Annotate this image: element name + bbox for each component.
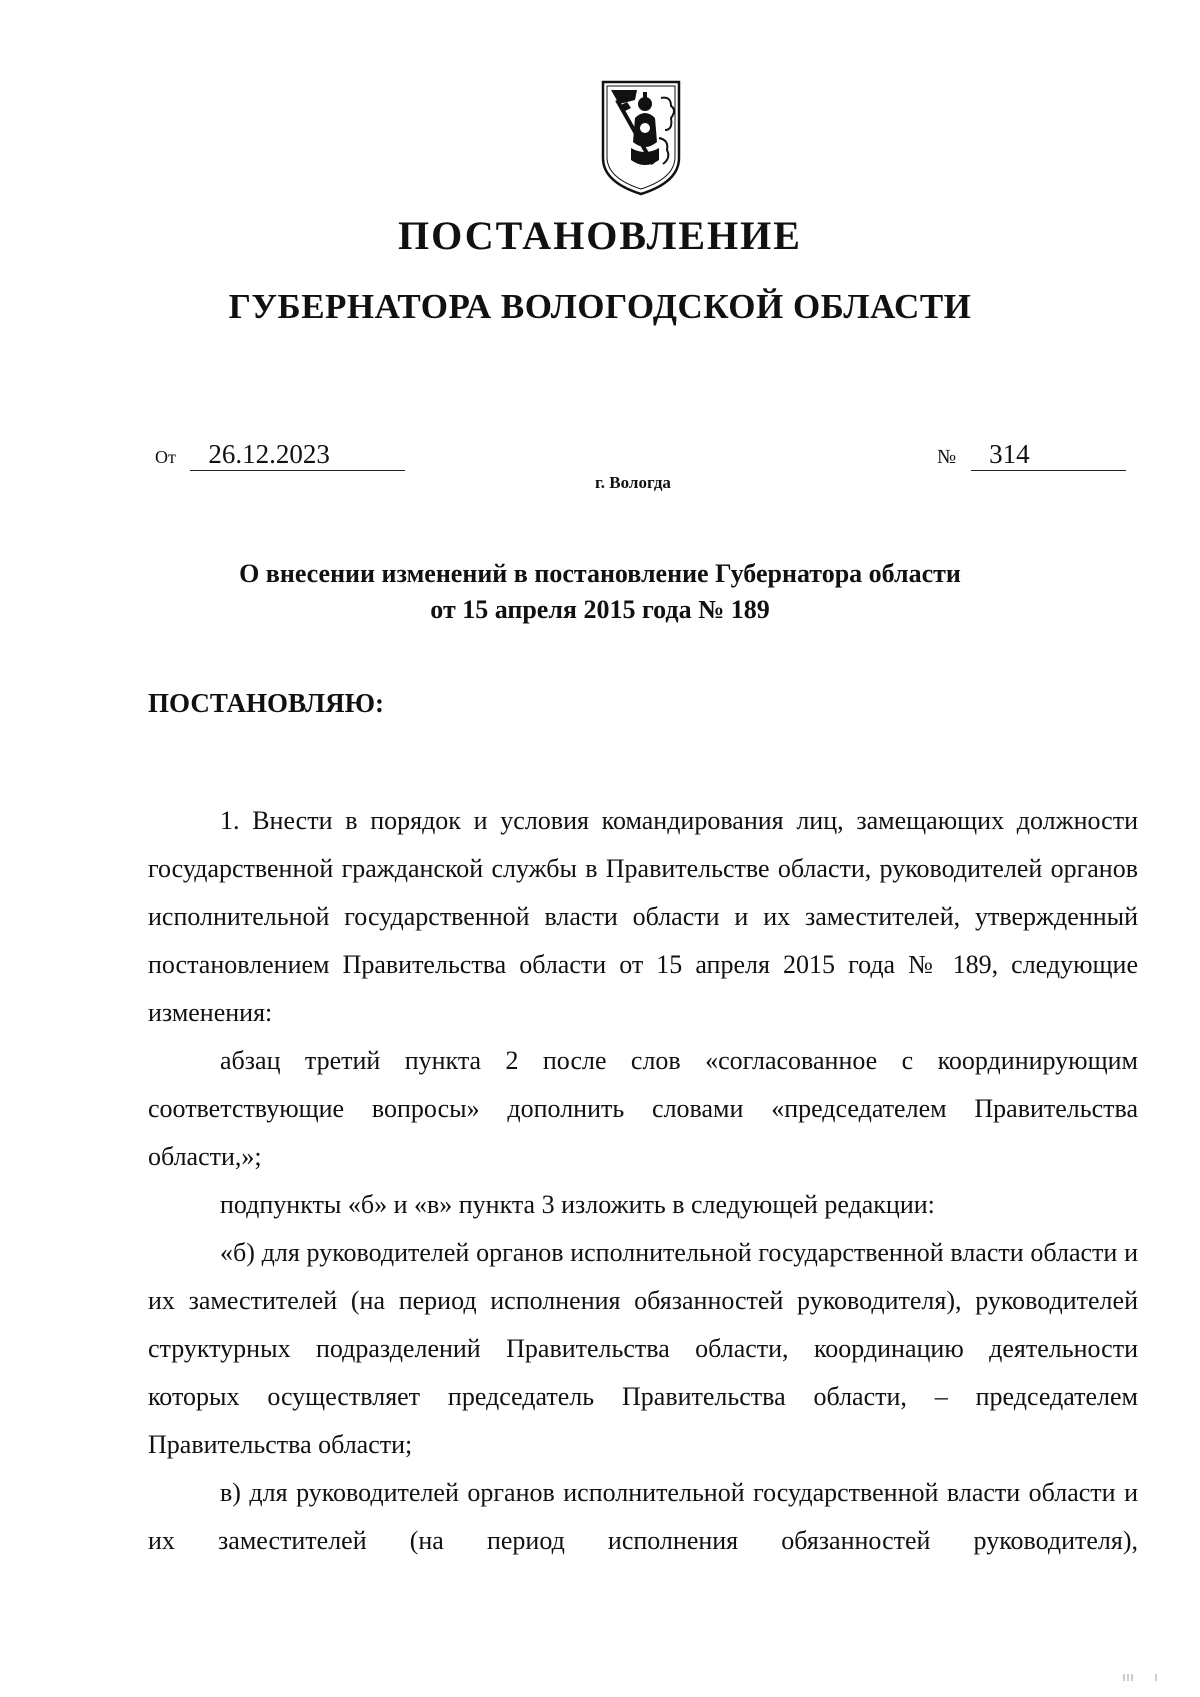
- number-prefix: №: [937, 446, 957, 468]
- scan-mark-icon: [1120, 1672, 1160, 1682]
- document-number: 314: [971, 438, 1126, 471]
- coat-of-arms-icon: [597, 78, 685, 196]
- city-label: г. Вологда: [595, 473, 671, 492]
- paragraph-3: подпункты «б» и «в» пункта 3 изложить в следующей редакции:: [220, 1190, 935, 1219]
- document-title: ПОСТАНОВЛЕНИЕ: [398, 213, 802, 258]
- paragraph-5: в) для руководителей органов исполнительной государственной власти области и их заместителей (на период исполнения обязанностей руководителя),: [148, 1478, 1138, 1555]
- number-row: [937, 438, 1126, 471]
- document-issuer: ГУБЕРНАТОРА ВОЛОГОДСКОЙ ОБЛАСТИ: [228, 287, 972, 326]
- date-row: [155, 438, 405, 471]
- date-prefix: От: [155, 447, 176, 467]
- paragraph-1: 1. Внести в порядок и условия командирования лиц, замещающих должности государственной гражданской службы в Правительстве области, руководителей органов исполнительной государственной власти области и их заместителей, утвержденный постановлением Правительства области от 15 апреля 2015 года № 189, следующие изменения:: [148, 806, 1138, 1027]
- subject-line-2: от 15 апреля 2015 года № 189: [430, 595, 770, 624]
- document-date: 26.12.2023: [190, 438, 405, 471]
- document-body: [148, 797, 1138, 1565]
- subject-line-1: О внесении изменений в постановление Губернатора области: [239, 559, 961, 588]
- decree-heading: ПОСТАНОВЛЯЮ:: [148, 688, 384, 718]
- paragraph-2: абзац третий пункта 2 после слов «согласованное с координирующим соответствующие вопросы» дополнить словами «председателем Правительства области,»;: [148, 1046, 1138, 1171]
- document-subject: [0, 556, 1200, 628]
- paragraph-4: «б) для руководителей органов исполнительной государственной власти области и их заместителей (на период исполнения обязанностей руководителя), руководителей структурных подразделений Правительства области, координацию деятельности которых осуществляет председатель Правительства области, – председателем Правительства области;: [148, 1238, 1138, 1459]
